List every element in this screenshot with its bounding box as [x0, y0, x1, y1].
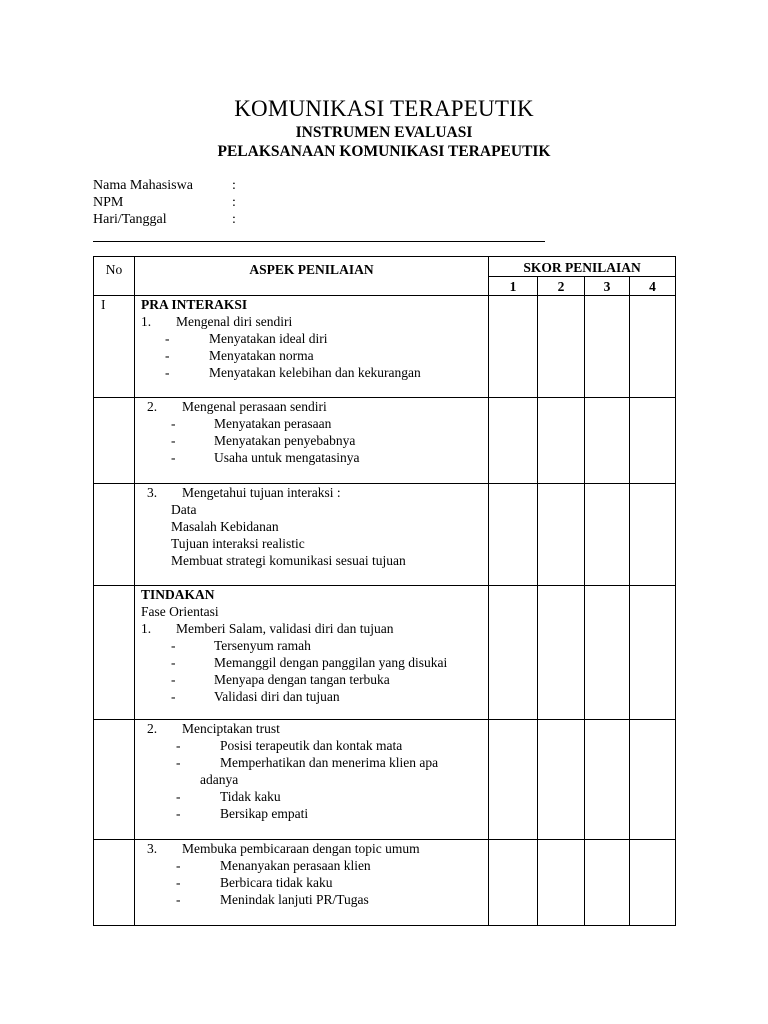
criteria-line	[141, 771, 484, 788]
aspek-cell	[135, 720, 489, 840]
criteria-text: Validasi diri dan tujuan	[214, 689, 340, 704]
table-row	[94, 840, 676, 926]
criteria-line	[141, 484, 484, 501]
table-row	[94, 720, 676, 840]
document-title: KOMUNIKASI TERAPEUTIK	[234, 96, 534, 121]
score-cell-2[interactable]	[538, 720, 585, 840]
criteria-text: Mengenal diri sendiri	[176, 314, 293, 329]
evaluation-table-body	[94, 296, 676, 926]
criteria-text: Menyatakan ideal diri	[209, 331, 328, 346]
score-cell-1[interactable]	[489, 296, 538, 398]
criteria-text: adanya	[200, 772, 239, 787]
list-marker: -	[176, 858, 181, 873]
criteria-text: Menyatakan kelebihan dan kekurangan	[209, 365, 421, 380]
list-marker: -	[171, 416, 176, 431]
column-header-no: No	[94, 257, 135, 296]
score-cell-4[interactable]	[630, 484, 676, 586]
document-subtitle-1: INSTRUMEN EVALUASI	[295, 124, 473, 141]
score-cell-2[interactable]	[538, 398, 585, 484]
score-cell-1[interactable]	[489, 484, 538, 586]
row-number: I	[94, 296, 135, 398]
criteria-line	[141, 688, 484, 705]
list-marker: -	[176, 755, 181, 770]
criteria-line	[141, 671, 484, 688]
score-cell-2[interactable]	[538, 840, 585, 926]
criteria-line	[141, 330, 484, 347]
criteria-line	[141, 720, 484, 737]
criteria-line	[141, 501, 484, 518]
table-row	[94, 484, 676, 586]
criteria-text: Data	[171, 502, 197, 517]
score-cell-2[interactable]	[538, 586, 585, 720]
aspek-cell	[135, 296, 489, 398]
evaluation-table	[93, 256, 676, 926]
aspek-cell	[135, 586, 489, 720]
field-label-hari-tanggal: Hari/Tanggal	[93, 212, 167, 227]
list-marker: -	[171, 655, 176, 670]
criteria-text: Menindak lanjuti PR/Tugas	[220, 892, 369, 907]
score-cell-3[interactable]	[585, 296, 630, 398]
criteria-line	[141, 857, 484, 874]
row-number	[94, 840, 135, 926]
list-marker: -	[171, 450, 176, 465]
score-cell-3[interactable]	[585, 586, 630, 720]
score-cell-4[interactable]	[630, 720, 676, 840]
score-cell-1[interactable]	[489, 586, 538, 720]
list-marker: 1.	[141, 621, 152, 636]
list-marker: -	[171, 672, 176, 687]
criteria-text: Tujuan interaksi realistic	[171, 536, 305, 551]
criteria-line	[141, 535, 484, 552]
score-cell-2[interactable]	[538, 484, 585, 586]
criteria-line	[141, 415, 484, 432]
score-cell-4[interactable]	[630, 296, 676, 398]
criteria-line	[141, 313, 484, 330]
score-cell-1[interactable]	[489, 840, 538, 926]
criteria-line	[141, 737, 484, 754]
criteria-text: Mengenal perasaan sendiri	[182, 399, 327, 414]
list-marker: -	[171, 433, 176, 448]
criteria-text: Masalah Kebidanan	[171, 519, 279, 534]
score-header-3: 3	[585, 277, 630, 296]
score-cell-2[interactable]	[538, 296, 585, 398]
section-heading: PRA INTERAKSI	[141, 297, 248, 312]
list-marker: -	[165, 348, 170, 363]
score-header-2: 2	[538, 277, 585, 296]
score-cell-4[interactable]	[630, 398, 676, 484]
score-cell-4[interactable]	[630, 840, 676, 926]
criteria-text: Menanyakan perasaan klien	[220, 858, 371, 873]
criteria-text: Menciptakan trust	[182, 721, 280, 736]
list-marker: 2.	[147, 399, 158, 414]
criteria-text: Membuat strategi komunikasi sesuai tujuan	[171, 553, 406, 568]
list-marker: 2.	[147, 721, 158, 736]
field-label-nama: Nama Mahasiswa	[93, 178, 193, 193]
criteria-text: Usaha untuk mengatasinya	[214, 450, 360, 465]
field-colon-hari-tanggal: :	[232, 212, 236, 227]
list-marker: 1.	[141, 314, 152, 329]
aspek-cell	[135, 398, 489, 484]
criteria-text: Tersenyum ramah	[214, 638, 311, 653]
score-cell-1[interactable]	[489, 720, 538, 840]
criteria-text: Membuka pembicaraan dengan topic umum	[182, 841, 420, 856]
criteria-text: Berbicara tidak kaku	[220, 875, 333, 890]
criteria-line	[141, 874, 484, 891]
criteria-text: Menyatakan penyebabnya	[214, 433, 356, 448]
criteria-text: Tidak kaku	[220, 789, 281, 804]
field-colon-npm: :	[232, 195, 236, 210]
criteria-line	[141, 620, 484, 637]
aspek-cell	[135, 840, 489, 926]
list-marker: -	[176, 875, 181, 890]
score-cell-3[interactable]	[585, 398, 630, 484]
score-cell-1[interactable]	[489, 398, 538, 484]
separator-line	[93, 241, 545, 242]
list-marker: -	[171, 689, 176, 704]
criteria-line	[141, 364, 484, 381]
list-marker: -	[176, 892, 181, 907]
row-number	[94, 484, 135, 586]
score-header-1: 1	[489, 277, 538, 296]
score-cell-3[interactable]	[585, 720, 630, 840]
score-cell-3[interactable]	[585, 840, 630, 926]
list-marker: -	[176, 738, 181, 753]
score-cell-4[interactable]	[630, 586, 676, 720]
criteria-text: Memberi Salam, validasi diri dan tujuan	[176, 621, 394, 636]
criteria-line	[141, 432, 484, 449]
field-label-npm: NPM	[93, 195, 124, 210]
section-heading: TINDAKAN	[141, 587, 215, 602]
criteria-line	[141, 637, 484, 654]
row-number	[94, 586, 135, 720]
criteria-text: Mengetahui tujuan interaksi :	[182, 485, 341, 500]
table-row	[94, 586, 676, 720]
aspek-cell	[135, 484, 489, 586]
criteria-line	[141, 449, 484, 466]
list-marker: -	[176, 789, 181, 804]
list-marker: -	[165, 331, 170, 346]
criteria-line	[141, 398, 484, 415]
criteria-line	[141, 347, 484, 364]
criteria-text: Menyatakan norma	[209, 348, 314, 363]
column-header-skor: SKOR PENILAIAN	[489, 257, 676, 277]
row-number	[94, 720, 135, 840]
criteria-text: Memperhatikan dan menerima klien apa	[220, 755, 439, 770]
criteria-text: Menyapa dengan tangan terbuka	[214, 672, 390, 687]
score-cell-3[interactable]	[585, 484, 630, 586]
criteria-line	[141, 603, 484, 620]
criteria-text: Posisi terapeutik dan kontak mata	[220, 738, 403, 753]
table-row	[94, 398, 676, 484]
list-marker: -	[171, 638, 176, 653]
criteria-line	[141, 518, 484, 535]
document-subtitle-2: PELAKSANAAN KOMUNIKASI TERAPEUTIK	[217, 143, 551, 160]
row-number	[94, 398, 135, 484]
criteria-line	[141, 654, 484, 671]
list-marker: -	[176, 806, 181, 821]
table-row	[94, 296, 676, 398]
criteria-line	[141, 552, 484, 569]
criteria-text: Memanggil dengan panggilan yang disukai	[214, 655, 448, 670]
criteria-line	[141, 840, 484, 857]
criteria-line	[141, 891, 484, 908]
list-marker: 3.	[147, 841, 158, 856]
field-colon-nama: :	[232, 178, 236, 193]
criteria-text: Menyatakan perasaan	[214, 416, 332, 431]
list-marker: -	[165, 365, 170, 380]
criteria-line	[141, 754, 484, 771]
list-marker: 3.	[147, 485, 158, 500]
score-header-4: 4	[630, 277, 676, 296]
criteria-line	[141, 805, 484, 822]
criteria-text: Fase Orientasi	[141, 604, 219, 619]
criteria-text: Bersikap empati	[220, 806, 309, 821]
column-header-aspek: ASPEK PENILAIAN	[135, 257, 489, 296]
criteria-line	[141, 788, 484, 805]
